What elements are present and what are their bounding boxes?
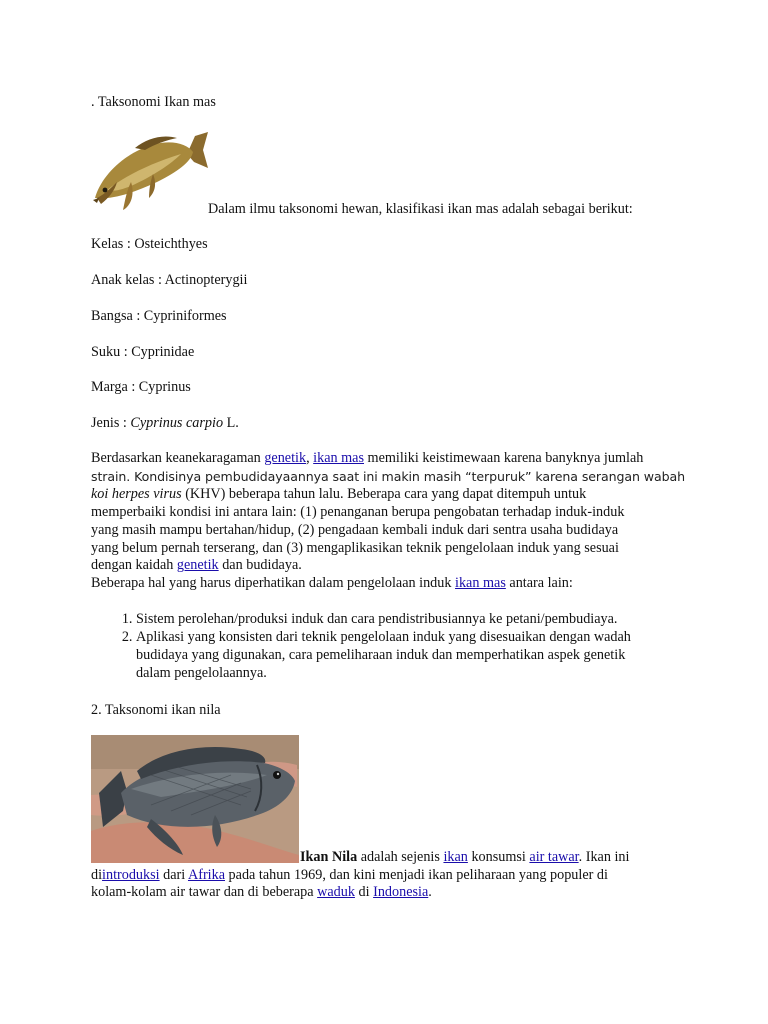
jenis-suffix: L. [223,415,239,431]
para-line [91,575,691,593]
list-item-text: budidaya yang digunakan, cara pemeliharaan induk dan memperhatikan aspek genetik [136,647,626,663]
taxon-kelas: Kelas : Osteichthyes [91,236,208,252]
section2-title: 2. Taksonomi ikan nila [91,702,221,718]
para-line: strain. Kondisinya pembudidayaannya saat ini makin masih “terpuruk” karena serangan wabah [91,468,686,484]
link-air-tawar[interactable]: air tawar [529,849,579,865]
text-run: Beberapa hal yang harus diperhatikan dalam pengelolaan induk [91,575,456,592]
carp-fish-illustration [91,128,209,214]
link-introduksi[interactable]: introduksi [102,866,160,883]
list-item-text: 2. Aplikasi yang konsisten dari teknik pengelolaan induk yang disesuaikan dengan wadah [136,629,631,645]
paragraph-keanekaragaman [91,450,691,593]
link-ikan-mas-2[interactable]: ikan mas [455,575,506,592]
list-item-text: dalam pengelolaannya. [136,665,267,681]
list-item [136,628,696,682]
text-run: di [91,866,103,883]
link-ikan[interactable]: ikan [443,849,468,865]
link-genetik[interactable]: genetik [264,450,307,466]
tilapia-fish-in-hand-illustration [91,735,299,863]
taxon-bangsa: Bangsa : Cypriniformes [91,308,227,324]
text-run: . Ikan ini [578,849,630,865]
list-item-text: 1. Sistem perolehan/produksi induk dan cara pendistribusiannya ke petani/pembudiaya. [136,611,618,627]
text-run: adalah sejenis [357,849,444,865]
jenis-species: Cyprinus carpio [130,415,224,431]
ikan-nila-bold: Ikan Nila [300,849,358,865]
paragraph-ikan-nila [91,849,691,902]
koi-herpes-virus: koi herpes virus [91,485,182,502]
para-line [91,849,691,867]
link-afrika[interactable]: Afrika [187,866,225,883]
text-run: kolam-kolam air tawar dan di beberapa [91,884,318,901]
para-line [91,486,691,504]
text-run: konsumsi [467,849,530,865]
management-list [91,610,696,682]
taxon-jenis [91,414,239,432]
text-run: (KHV) beberapa tahun lalu. Beberapa cara yang dapat ditempuh untuk [181,485,587,502]
link-waduk[interactable]: waduk [317,884,355,901]
text-run: pada tahun 1969, dan kini menjadi ikan peliharaan yang populer di [225,866,608,883]
text-run: Berdasarkan keanekaragaman [91,450,265,466]
link-genetik-2[interactable]: genetik [176,557,219,574]
text-run: dari [159,866,188,883]
link-indonesia[interactable]: Indonesia [373,884,429,901]
para-line [91,867,691,885]
para-line [91,450,691,468]
text-run: dan budidaya. [218,557,302,574]
text-run: dengan kaidah [91,557,177,574]
taxon-marga: Marga : Cyprinus [91,379,191,395]
text-run: antara lain: [505,575,573,592]
para-line: memperbaiki kondisi ini antara lain: (1) penanganan berupa pengobatan terhadap induk-induk [91,503,625,520]
text-run: di [354,884,374,901]
jenis-prefix: Jenis : [91,415,131,431]
para-line: yang belum pernah terserang, dan (3) mengaplikasikan teknik pengelolaan induk yang sesuai [91,539,619,556]
text-run: . [428,884,432,901]
list-item [136,610,696,628]
carp-image [91,128,209,214]
para-line [91,884,691,902]
text-run: , [306,450,314,466]
text-run: memiliki keistimewaan karena banyknya jumlah [364,450,644,466]
link-ikan-mas[interactable]: ikan mas [313,450,364,466]
section1-title: . Taksonomi Ikan mas [91,94,216,110]
para-line [91,557,691,575]
tilapia-image [91,735,299,863]
section1-intro: Dalam ilmu taksonomi hewan, klasifikasi ikan mas adalah sebagai berikut: [208,201,633,217]
taxon-anak-kelas: Anak kelas : Actinopterygii [91,272,248,288]
para-line: yang masih mampu bertahan/hidup, (2) pengadaan kembali induk dari sentra usaha budidaya [91,521,619,538]
taxon-suku: Suku : Cyprinidae [91,344,195,360]
